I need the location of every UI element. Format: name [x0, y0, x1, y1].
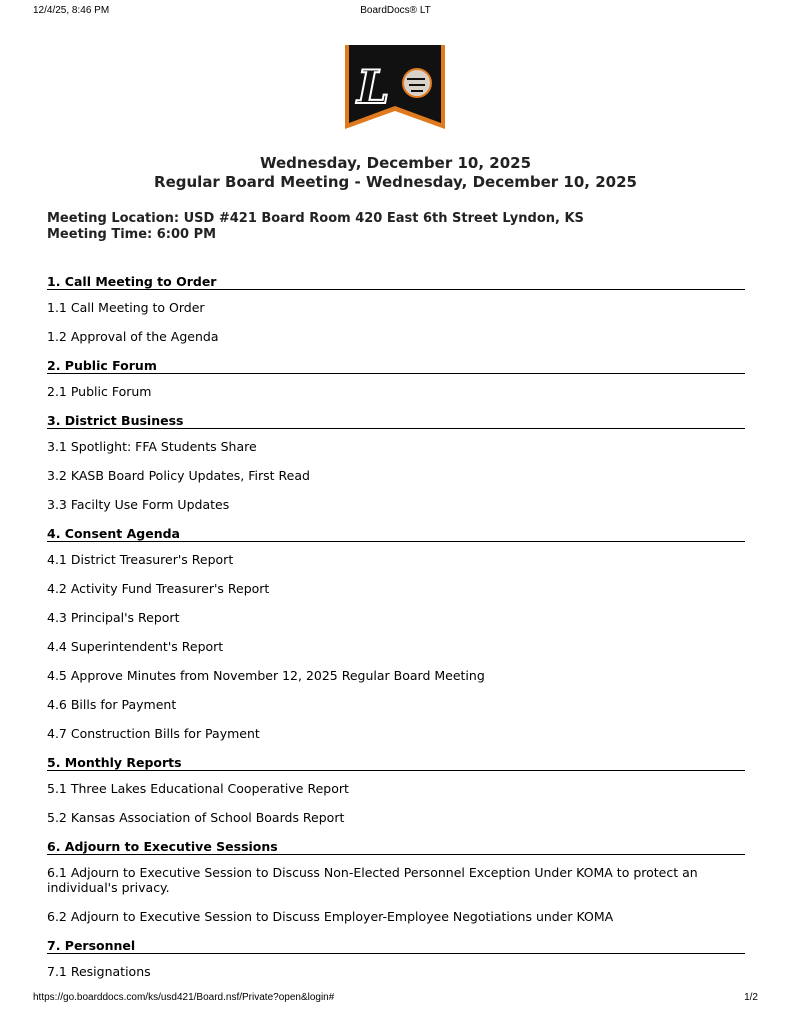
- agenda-item[interactable]: 1.2 Approval of the Agenda: [47, 329, 219, 344]
- section-heading[interactable]: 4. Consent Agenda: [47, 526, 745, 542]
- section-heading[interactable]: 6. Adjourn to Executive Sessions: [47, 839, 745, 855]
- agenda-item[interactable]: 3.1 Spotlight: FFA Students Share: [47, 439, 257, 454]
- meeting-title: Regular Board Meeting - Wednesday, December 10, 2025: [154, 173, 637, 191]
- district-logo: [343, 45, 447, 131]
- agenda-section: [47, 526, 745, 741]
- agenda-item[interactable]: 4.3 Principal's Report: [47, 610, 180, 625]
- agenda-item[interactable]: 4.2 Activity Fund Treasurer's Report: [47, 581, 270, 596]
- section-heading[interactable]: 3. District Business: [47, 413, 745, 429]
- agenda: [47, 274, 745, 979]
- agenda-item[interactable]: 5.1 Three Lakes Educational Cooperative Report: [47, 781, 349, 796]
- section-heading[interactable]: 2. Public Forum: [47, 358, 745, 374]
- tiger-icon: [403, 69, 431, 97]
- agenda-section: [47, 839, 745, 924]
- agenda-item[interactable]: 7.1 Resignations: [47, 964, 151, 979]
- meeting-date: Wednesday, December 10, 2025: [259, 154, 532, 172]
- meeting-location: Meeting Location: USD #421 Board Room 420 East 6th Street Lyndon, KS: [47, 211, 584, 226]
- section-heading[interactable]: 1. Call Meeting to Order: [47, 274, 745, 290]
- agenda-item[interactable]: 6.1 Adjourn to Executive Session to Discuss Non-Elected Personnel Exception Under KOMA to protect an individual's privacy.: [47, 865, 698, 895]
- section-heading[interactable]: 7. Personnel: [47, 938, 745, 954]
- agenda-section: [47, 413, 745, 512]
- agenda-item[interactable]: 4.7 Construction Bills for Payment: [47, 726, 260, 741]
- agenda-item[interactable]: 3.3 Facilty Use Form Updates: [47, 497, 230, 512]
- agenda-item[interactable]: 2.1 Public Forum: [47, 384, 152, 399]
- agenda-item[interactable]: 4.1 District Treasurer's Report: [47, 552, 234, 567]
- meeting-time: Meeting Time: 6:00 PM: [47, 227, 217, 242]
- agenda-section: [47, 274, 745, 344]
- agenda-item[interactable]: 4.6 Bills for Payment: [47, 697, 177, 712]
- page-number: 1/2: [744, 992, 758, 1003]
- agenda-section: [47, 358, 745, 399]
- agenda-section: [47, 938, 745, 979]
- agenda-item[interactable]: 3.2 KASB Board Policy Updates, First Read: [47, 468, 310, 483]
- agenda-item[interactable]: 4.5 Approve Minutes from November 12, 2025 Regular Board Meeting: [47, 668, 485, 683]
- section-heading[interactable]: 5. Monthly Reports: [47, 755, 745, 771]
- print-datetime: 12/4/25, 8:46 PM: [33, 5, 110, 16]
- agenda-item[interactable]: 4.4 Superintendent's Report: [47, 639, 224, 654]
- agenda-section: [47, 755, 745, 825]
- agenda-item[interactable]: 5.2 Kansas Association of School Boards Report: [47, 810, 345, 825]
- agenda-item[interactable]: 1.1 Call Meeting to Order: [47, 300, 205, 315]
- logo-letter: L: [357, 60, 390, 114]
- print-url: https://go.boarddocs.com/ks/usd421/Board.nsf/Private?open&login#: [33, 992, 335, 1003]
- print-title: BoardDocs® LT: [360, 5, 431, 16]
- agenda-item[interactable]: 6.2 Adjourn to Executive Session to Discuss Employer-Employee Negotiations under KOMA: [47, 909, 614, 924]
